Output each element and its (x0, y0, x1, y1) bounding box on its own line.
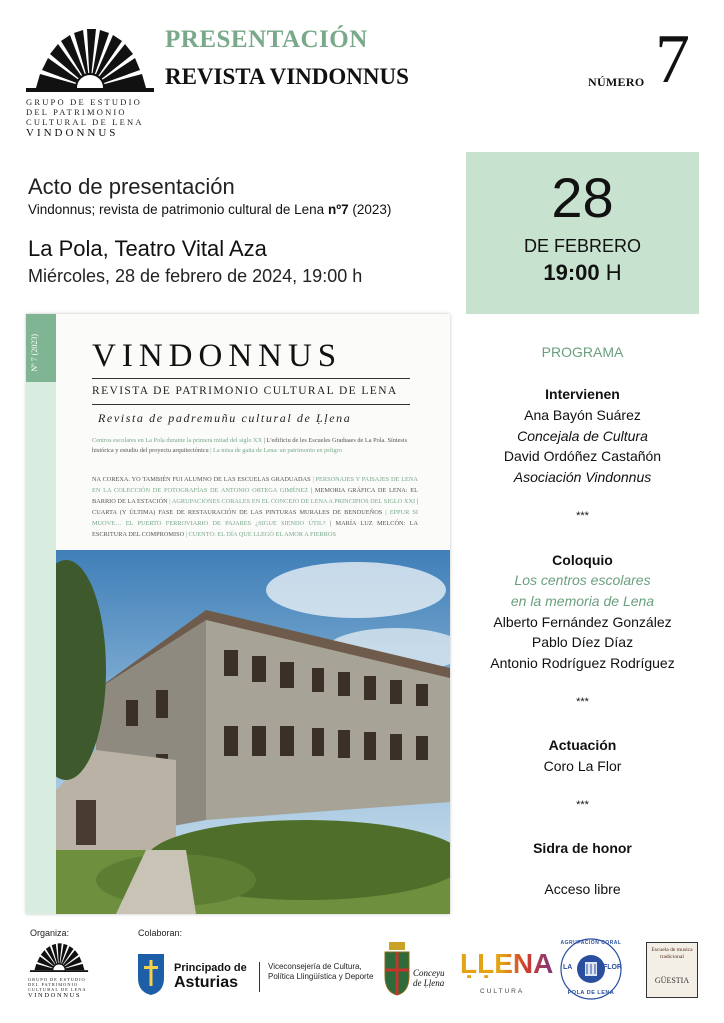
date-time-suffix: H (599, 260, 622, 285)
free-access: Acceso libre (544, 881, 621, 897)
date-month: DE FEBRERO (523, 236, 642, 256)
coro-la-flor-logo (556, 936, 626, 1002)
logo-line-1: GRUPO DE ESTUDIO (26, 97, 142, 107)
coloquio-topic: en la memoria de Lena (510, 593, 655, 609)
act-desc-prefix: Vindonnus; revista de patrimonio cultural de Lena (28, 202, 328, 217)
sunburst-logo-icon (26, 26, 154, 92)
magazine-cover (26, 314, 450, 914)
llena-wordmark: ḶḶENA (460, 948, 554, 979)
sidra-heading: Sidra de honor (533, 840, 632, 856)
coloquio-topic: Los centros escolares (514, 572, 651, 588)
logo-line-1: GRUPO DE ESTUDIO (28, 977, 86, 982)
panelist-name: Pablo Díez Díaz (531, 634, 634, 650)
performer-name: Coro La Flor (543, 758, 622, 774)
coro-bottom-text: POLA DE LENA (567, 990, 615, 996)
intervienen-heading: Intervienen (545, 386, 620, 402)
cover-subtitle: REVISTA DE PATRIMONIO CULTURAL DE LENA (92, 385, 398, 397)
logo-line-2: DEL PATRIMONIO (26, 107, 127, 117)
coro-top-text: AGRUPACIÓN CORAL (560, 940, 622, 946)
date-time (466, 260, 699, 286)
concejo-lena-logo (383, 942, 453, 998)
logo-line-3: CULTURAL DE LENA (26, 117, 144, 127)
logo-name: VINDONNUS (26, 127, 119, 139)
act-label: Acto de presentación (28, 174, 235, 199)
coro-left-text: LA (563, 964, 573, 971)
principado-label: Principado de (174, 962, 247, 974)
asturias-shield-icon (136, 952, 166, 996)
logo-name: VINDONNUS (28, 992, 82, 999)
school-building-photo (56, 550, 450, 914)
logo-line-2: DEL PATRIMONIO (28, 982, 79, 987)
separator: *** (576, 510, 589, 522)
date-box (466, 152, 699, 314)
sunburst-logo-icon (28, 942, 90, 972)
concejo-line: Conceyu (413, 968, 445, 978)
escuela-name: GÜESTIA (654, 976, 690, 985)
toc-item: | L'edificiu de les Escueles Graduaes de La Pola. Síntesis histórica y estudiu del proyectu arquitectónicu (92, 437, 408, 454)
act-description (28, 202, 391, 217)
cover-spine-text: Nº 7 (2023) (30, 334, 39, 372)
issue-number-label: NÚMERO (588, 75, 645, 89)
cover-toc-main (92, 436, 418, 456)
toc-item: | EPPUR SI MUOVE… EL PUERTO FERROVIARIO DE PAJARES ¿SIGUE SIENDO ÚTIL? (92, 509, 418, 527)
toc-item: | CUENTO: EL DÍA QUE LLEGÓ EL AMOR A FIERROS (184, 531, 336, 538)
toc-item: Centros escolares en La Pola durante la primera mitad del siglo XX (92, 437, 263, 444)
coro-right-text: FLOR (602, 964, 622, 971)
cover-spine-top (26, 314, 56, 382)
toc-item: | MARÍA LUZ MELCÓN: LA ESCRITURA DEL COMPROMISO (92, 520, 418, 538)
panelist-name: Antonio Rodríguez Rodríguez (490, 655, 675, 671)
coloquio-heading: Coloquio (552, 552, 613, 568)
cover-rule (92, 378, 410, 379)
program-title: PROGRAMA (541, 344, 624, 360)
department-label: Viceconsejería de Cultura, Política Llingüística y Deporte (268, 962, 374, 981)
act-desc-suffix: (2023) (348, 202, 392, 217)
date-day: 28 (551, 166, 614, 229)
cover-toc-sections (92, 474, 418, 540)
logo-line-3: CULTURAL DE LENA (28, 987, 87, 992)
cover-title: VINDONNUS (92, 338, 343, 374)
organizer-logo (28, 942, 90, 998)
llena-cultura-logo (460, 948, 554, 1000)
divider (259, 962, 260, 992)
toc-item: NA COREXA. YO TAMBIÉN FUI ALUMNO DE LAS ESCUELAS GRADUADAS (92, 476, 311, 483)
cover-spine (26, 314, 56, 914)
issue-number-value: 7 (655, 21, 690, 98)
speaker-name: Ana Bayón Suárez (524, 407, 641, 423)
asturias-label: Asturias (174, 974, 239, 991)
cover-rule (92, 404, 410, 405)
toc-item: | CUARTA (Y ÚLTIMA) FASE DE RESTAURACIÓN DE LAS PINTURAS MURALES DE BENDUEÑOS (92, 498, 418, 516)
escuela-musica-logo (646, 942, 698, 998)
cover-subtitle-asturian: Revista de padremuñu cultural de Ḷḷena (98, 411, 352, 425)
speaker-name: David Ordóñez Castañón (503, 448, 662, 464)
llena-cultura-label: CULTURA (480, 988, 525, 995)
act-desc-issue: nº7 (327, 202, 349, 217)
event-datetime: Miércoles, 28 de febrero de 2024, 19:00 h (28, 266, 363, 286)
presentation-heading: PRESENTACIÓN (165, 26, 368, 53)
concejo-line: de Ḷḷena (413, 978, 445, 988)
speaker-role: Asociación Vindonnus (513, 469, 652, 485)
toc-item: | La misa de gaita de Lena: un patrimonio en peligro (208, 447, 342, 454)
panelist-name: Alberto Fernández González (493, 614, 672, 630)
colaboran-label: Colaboran: (138, 928, 183, 938)
date-time-hour: 19:00 (543, 260, 600, 285)
concejo-text (413, 968, 445, 988)
separator: *** (576, 696, 589, 708)
venue: La Pola, Teatro Vital Aza (28, 236, 267, 261)
separator: *** (576, 799, 589, 811)
organiza-label: Organiza: (30, 928, 70, 938)
magazine-heading: REVISTA VINDONNUS (165, 64, 409, 89)
toc-item: | MEMORIA GRÁFICA DE LENA: EL BARRIO DE LA ESTACIÓN (92, 487, 419, 505)
actuacion-heading: Actuación (548, 737, 617, 753)
coat-of-arms-icon (383, 942, 411, 996)
toc-item: | AGRUPACIONES CORALES EN EL CONCEJO DE LENA A PRINCIPIOS DEL SIGLO XXI (167, 498, 416, 505)
escuela-text: Escuela de musica tradicional (651, 947, 693, 960)
toc-item: | PERSONAJES Y PAISAJES DE LENA EN LA COLECCIÓN DE FOTOGRAFÍAS DE ANTONIO ORTEGA GIMÉNEZ (92, 476, 418, 494)
speaker-role: Concejala de Cultura (517, 428, 648, 444)
principado-asturias-logo (136, 950, 376, 998)
vindonnus-logo (26, 26, 154, 139)
